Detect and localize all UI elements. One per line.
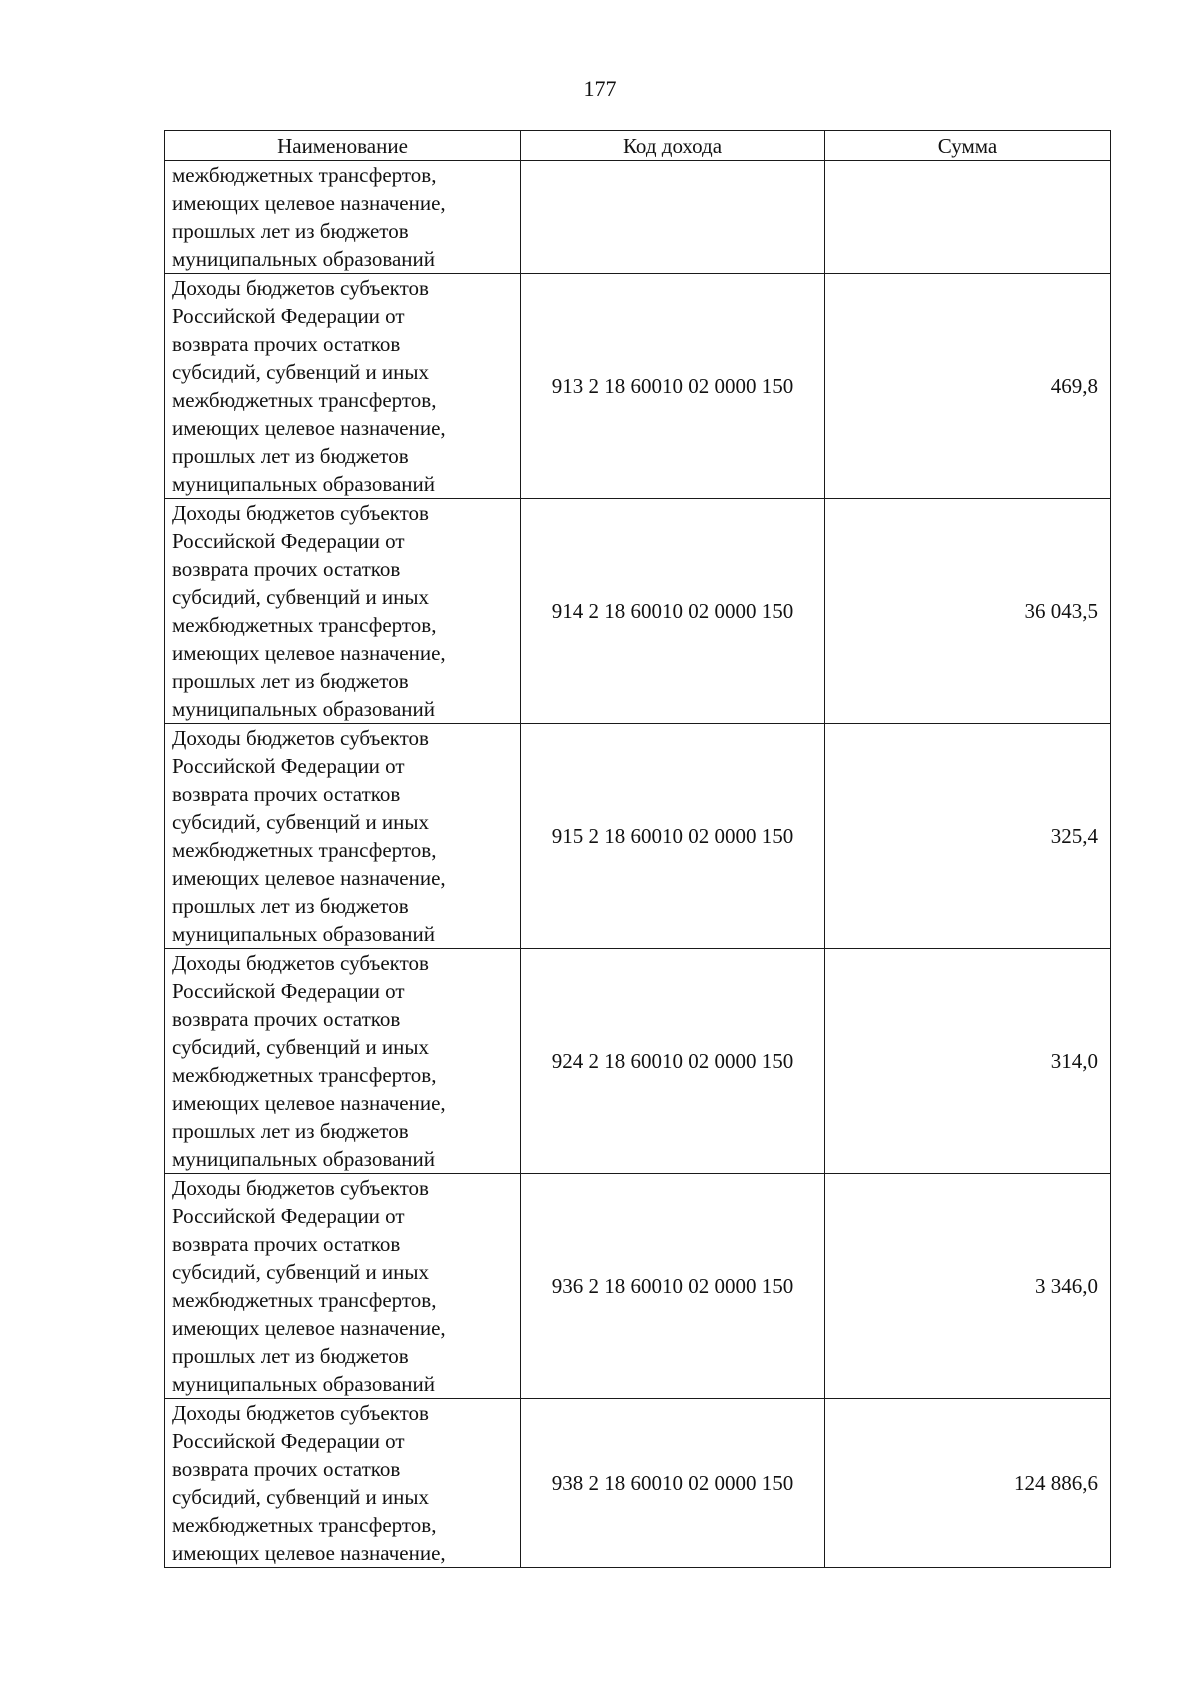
column-header-sum: Сумма xyxy=(825,131,1111,161)
revenue-code-cell: 913 2 18 60010 02 0000 150 xyxy=(521,274,825,499)
revenue-sum-cell xyxy=(825,161,1111,274)
revenue-name-cell: Доходы бюджетов субъектов Российской Федерации от возврата прочих остатков субсидий, субвенций и иных межбюджетных трансфертов, имеющих целевое назначение, прошлых лет из бюджетов муниципальных образований xyxy=(165,499,521,724)
revenue-code-cell: 936 2 18 60010 02 0000 150 xyxy=(521,1174,825,1399)
table-row xyxy=(165,161,1111,274)
table-row xyxy=(165,1174,1111,1399)
revenue-sum-cell: 124 886,6 xyxy=(825,1399,1111,1568)
revenue-name-cell: Доходы бюджетов субъектов Российской Федерации от возврата прочих остатков субсидий, субвенций и иных межбюджетных трансфертов, имеющих целевое назначение, прошлых лет из бюджетов муниципальных образований xyxy=(165,274,521,499)
table-row xyxy=(165,949,1111,1174)
revenue-code-cell: 915 2 18 60010 02 0000 150 xyxy=(521,724,825,949)
revenue-sum-cell: 469,8 xyxy=(825,274,1111,499)
revenue-sum-cell: 314,0 xyxy=(825,949,1111,1174)
revenue-sum-cell: 3 346,0 xyxy=(825,1174,1111,1399)
revenue-name-cell: межбюджетных трансфертов, имеющих целевое назначение, прошлых лет из бюджетов муниципальных образований xyxy=(165,161,521,274)
revenue-sum-cell: 36 043,5 xyxy=(825,499,1111,724)
page-number: 177 xyxy=(583,76,617,101)
column-header-name: Наименование xyxy=(165,131,521,161)
table-row xyxy=(165,499,1111,724)
table-row xyxy=(165,274,1111,499)
table-row xyxy=(165,1399,1111,1568)
revenue-code-cell: 924 2 18 60010 02 0000 150 xyxy=(521,949,825,1174)
revenue-name-cell: Доходы бюджетов субъектов Российской Федерации от возврата прочих остатков субсидий, субвенций и иных межбюджетных трансфертов, имеющих целевое назначение, прошлых лет из бюджетов муниципальных образований xyxy=(165,1174,521,1399)
revenue-code-cell: 914 2 18 60010 02 0000 150 xyxy=(521,499,825,724)
revenue-name-cell: Доходы бюджетов субъектов Российской Федерации от возврата прочих остатков субсидий, субвенций и иных межбюджетных трансфертов, имеющих целевое назначение, прошлых лет из бюджетов муниципальных образований xyxy=(165,724,521,949)
table-header-row xyxy=(165,131,1111,161)
column-header-code: Код дохода xyxy=(521,131,825,161)
table-row xyxy=(165,724,1111,949)
revenue-name-cell: Доходы бюджетов субъектов Российской Федерации от возврата прочих остатков субсидий, субвенций и иных межбюджетных трансфертов, имеющих целевое назначение, xyxy=(165,1399,521,1568)
revenue-code-cell: 938 2 18 60010 02 0000 150 xyxy=(521,1399,825,1568)
revenue-code-cell xyxy=(521,161,825,274)
revenue-table xyxy=(164,130,1111,1568)
revenue-name-cell: Доходы бюджетов субъектов Российской Федерации от возврата прочих остатков субсидий, субвенций и иных межбюджетных трансфертов, имеющих целевое назначение, прошлых лет из бюджетов муниципальных образований xyxy=(165,949,521,1174)
revenue-sum-cell: 325,4 xyxy=(825,724,1111,949)
